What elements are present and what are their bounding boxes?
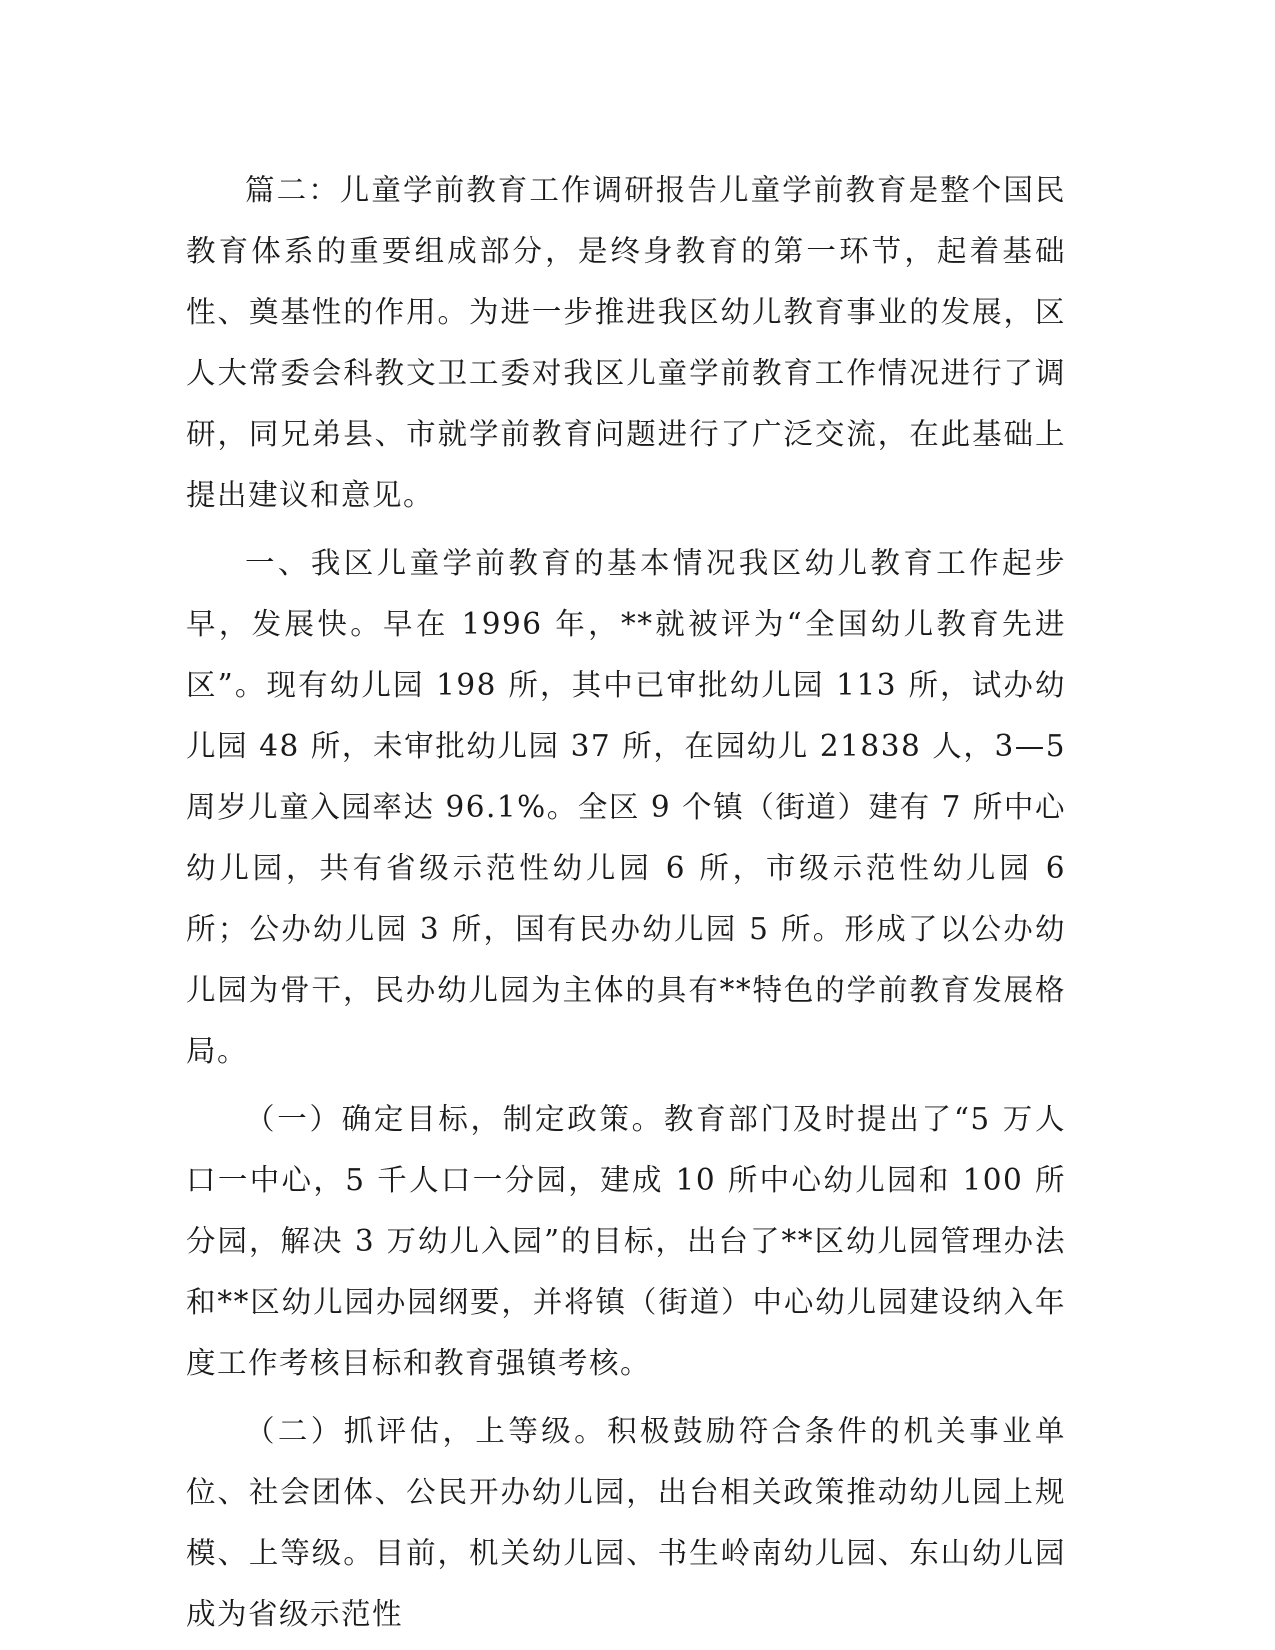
paragraph-evaluation-grading: （二）抓评估，上等级。积极鼓励符合条件的机关事业单位、社会团体、公民开办幼儿园，出台相关政策推动幼儿园上规模、上等级。目前，机关幼儿园、书生岭南幼儿园、东山幼儿园成为省级示范性 xyxy=(186,1414,1066,1631)
paragraph-basic-situation: 一、我区儿童学前教育的基本情况我区幼儿教育工作起步早，发展快。早在 1996 年，**就被评为“全国幼儿教育先进区”。现有幼儿园 198 所，其中已审批幼儿园 113 所，试办幼儿园 48 所，未审批幼儿园 37 所，在园幼儿 21838 人，3—5 周岁儿童入园率达 96.1%。全区 9 个镇（街道）建有 7 所中心幼儿园，共有省级示范性幼儿园 6 所，市级示范性幼儿园 6 所；公办幼儿园 3 所，国有民办幼儿园 5 所。形成了以公办幼儿园为骨干，民办幼儿园为主体的具有**特色的学前教育发展格局。 xyxy=(186,546,1066,1068)
paragraph-goals-policy: （一）确定目标，制定政策。教育部门及时提出了“5 万人口一中心，5 千人口一分园，建成 10 所中心幼儿园和 100 所分园，解决 3 万幼儿入园”的目标，出台了**区幼儿园管理办法和**区幼儿园办园纲要，并将镇（街道）中心幼儿园建设纳入年度工作考核目标和教育强镇考核。 xyxy=(186,1102,1066,1380)
document-body xyxy=(186,160,1066,1645)
paragraph-intro: 篇二：儿童学前教育工作调研报告儿童学前教育是整个国民教育体系的重要组成部分，是终身教育的第一环节，起着基础性、奠基性的作用。为进一步推进我区幼儿教育事业的发展，区人大常委会科教文卫工委对我区儿童学前教育工作情况进行了调研，同兄弟县、市就学前教育问题进行了广泛交流，在此基础上提出建议和意见。 xyxy=(186,173,1066,512)
